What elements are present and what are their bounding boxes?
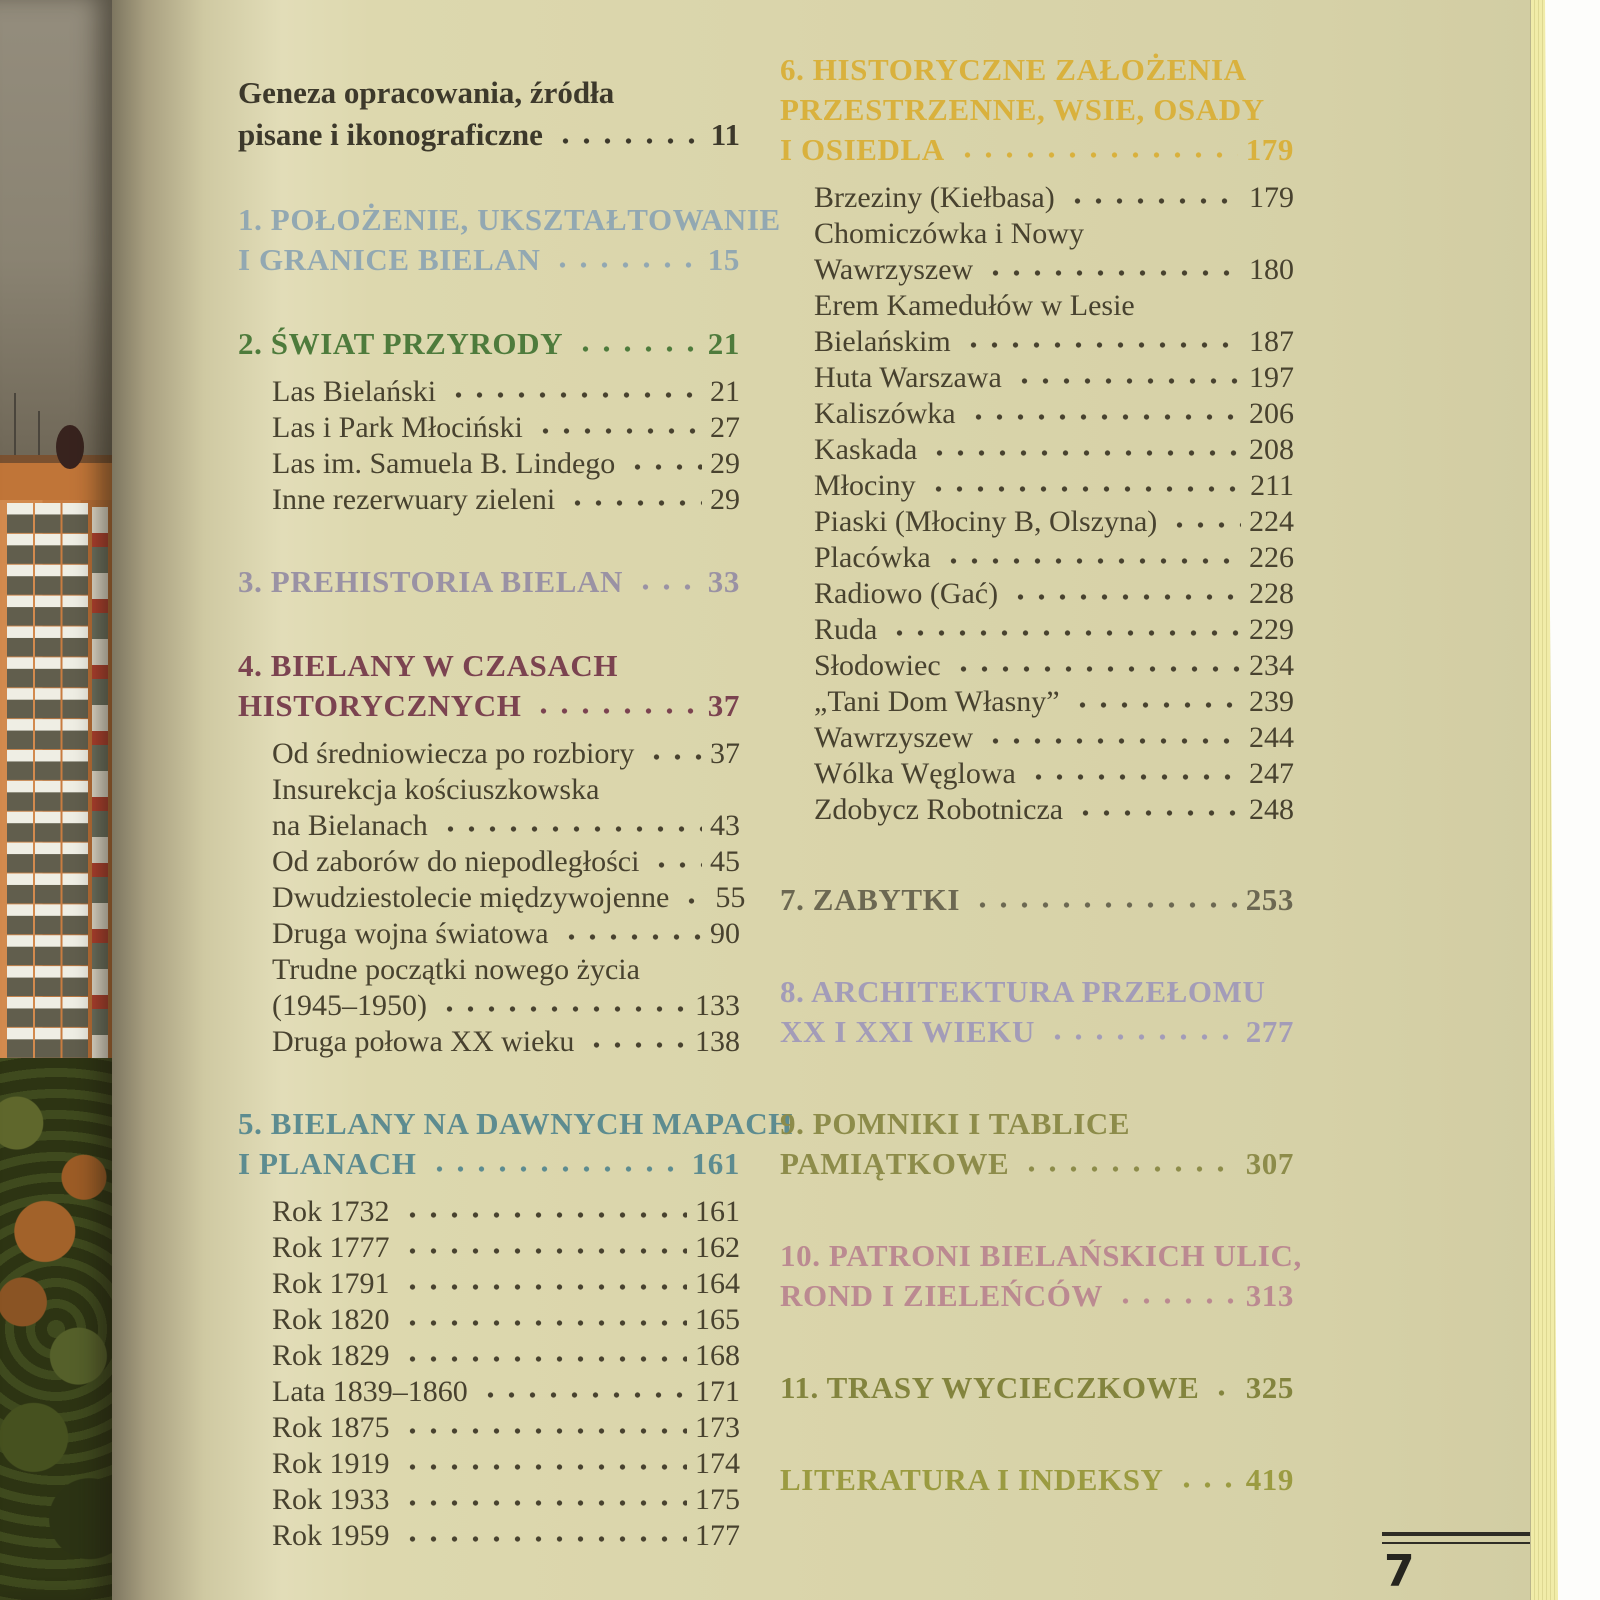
- toc-line: [780, 756, 1294, 792]
- antenna-icon: [38, 411, 40, 455]
- toc-line: [238, 844, 740, 880]
- toc-section-entry: [780, 1368, 1294, 1408]
- toc-line: [780, 1236, 1302, 1276]
- toc-line: [780, 880, 1294, 920]
- toc-subentry: [238, 1410, 740, 1446]
- toc-line: [238, 1518, 740, 1554]
- toc-line: [780, 540, 1294, 576]
- toc-entry-label: Las i Park Młociński: [272, 411, 523, 444]
- toc-entry-page: 208: [1249, 433, 1294, 466]
- dot-leader: [972, 880, 1238, 920]
- toc-entry-page: 161: [691, 1146, 740, 1181]
- toc-line: [780, 1104, 1294, 1144]
- toc-subentry: [238, 482, 740, 518]
- toc-entry-label: Druga połowa XX wieku: [272, 1025, 575, 1058]
- toc-line: [238, 1482, 740, 1518]
- dot-leader: [586, 1024, 687, 1060]
- toc-subentry: [238, 1230, 740, 1266]
- toc-entry-page: 325: [1245, 1370, 1294, 1405]
- toc-subentry: [780, 504, 1294, 540]
- toc-line: [780, 684, 1294, 720]
- dot-leader: [985, 252, 1241, 288]
- toc-entry-page: 165: [695, 1303, 740, 1336]
- toc-line: [780, 1460, 1294, 1500]
- toc-line: [780, 1368, 1294, 1408]
- toc-entry-page: 171: [695, 1375, 740, 1408]
- toc-line: [780, 972, 1294, 1012]
- toc-line: [238, 482, 740, 518]
- toc-entry-label: Wólka Węglowa: [814, 757, 1016, 790]
- toc-entry-page: 180: [1249, 253, 1294, 286]
- toc-subentry: [238, 1024, 740, 1060]
- toc-entry-page: 138: [695, 1025, 740, 1058]
- toc-entry-page: 211: [1250, 469, 1294, 502]
- toc-entry-page: 29: [710, 483, 740, 516]
- toc-entry-label: Erem Kamedułów w Lesie: [814, 289, 1135, 322]
- toc-entry-label: Radiowo (Gać): [814, 577, 999, 610]
- toc-line: [780, 612, 1294, 648]
- toc-line: [238, 562, 740, 602]
- toc-line: [238, 952, 740, 988]
- toc-entry-label: Młociny: [814, 469, 916, 502]
- dot-leader: [943, 540, 1241, 576]
- toc-entry-page: 277: [1245, 1014, 1294, 1049]
- toc-entry-label: I PLANACH: [238, 1146, 417, 1181]
- building-chimney: [56, 425, 84, 469]
- toc-line: [238, 324, 740, 364]
- dot-leader: [1075, 792, 1241, 828]
- dot-leader: [533, 686, 699, 726]
- dot-leader: [985, 720, 1241, 756]
- toc-entry-label: pisane i ikonograficzne: [238, 117, 543, 152]
- toc-entry-page: 43: [710, 809, 740, 842]
- toc-entry-label: 9. POMNIKI I TABLICE: [780, 1106, 1131, 1141]
- dot-leader: [627, 446, 702, 482]
- dot-leader: [1176, 1460, 1238, 1500]
- toc-subentry: [780, 792, 1294, 828]
- toc-line: [238, 808, 740, 844]
- toc-entry-label: Kaliszówka: [814, 397, 956, 430]
- toc-page: [112, 0, 1530, 1600]
- toc-entry-label: Wawrzyszew: [814, 253, 974, 286]
- toc-line: [238, 736, 740, 772]
- dot-leader: [402, 1410, 687, 1446]
- toc-entry-page: 419: [1245, 1462, 1294, 1497]
- toc-subentry: [780, 756, 1294, 792]
- toc-subentry: [238, 952, 740, 1024]
- page-footer-rule-thin: [1382, 1542, 1530, 1544]
- dot-leader: [535, 410, 702, 446]
- toc-subentry: [238, 916, 740, 952]
- toc-line: [238, 1230, 740, 1266]
- dot-leader: [953, 648, 1241, 684]
- toc-section-entry: [780, 1104, 1294, 1184]
- toc-entry-label: Lata 1839–1860: [272, 1375, 468, 1408]
- toc-entry-page: 244: [1249, 721, 1294, 754]
- toc-entry-page: 33: [707, 564, 740, 599]
- toc-section-entry: [238, 72, 740, 156]
- dot-leader: [968, 396, 1241, 432]
- toc-subentry: [238, 844, 740, 880]
- dot-leader: [555, 114, 703, 156]
- toc-entry-label: Trudne początki nowego życia: [272, 953, 640, 986]
- toc-entry-label: PAMIĄTKOWE: [780, 1146, 1010, 1181]
- toc-entry-page: 173: [695, 1411, 740, 1444]
- toc-entry-page: 177: [695, 1519, 740, 1552]
- toc-entry-label: 10. PATRONI BIELAŃSKICH ULIC,: [780, 1238, 1302, 1273]
- dot-leader: [1021, 1144, 1237, 1184]
- toc-entry-label: I GRANICE BIELAN: [238, 242, 541, 277]
- toc-entry-label: 3. PREHISTORIA BIELAN: [238, 564, 623, 599]
- toc-entry-label: Huta Warszawa: [814, 361, 1002, 394]
- toc-entry-label: Geneza opracowania, źródła: [238, 75, 615, 110]
- toc-entry-label: 2. ŚWIAT PRZYRODY: [238, 326, 564, 361]
- toc-entry-label: Dwudziestolecie międzywojenne: [272, 881, 670, 914]
- toc-line: [238, 410, 740, 446]
- dot-leader: [402, 1194, 687, 1230]
- facing-page-photo: [0, 0, 112, 1600]
- toc-entry-page: 175: [695, 1483, 740, 1516]
- sky-photo-region: [0, 0, 112, 470]
- dot-leader: [1211, 1368, 1237, 1408]
- toc-line: [238, 446, 740, 482]
- toc-entry-label: Inne rezerwuary zieleni: [272, 483, 556, 516]
- toc-section-entry: [238, 1104, 794, 1184]
- toc-line: [238, 72, 740, 114]
- dot-leader: [402, 1266, 687, 1302]
- dot-leader: [429, 1144, 684, 1184]
- toc-entry-page: 133: [695, 989, 740, 1022]
- toc-subentry: [780, 180, 1294, 216]
- toc-entry-page: 248: [1249, 793, 1294, 826]
- toc-subentry: [238, 736, 740, 772]
- toc-entry-label: Rok 1875: [272, 1411, 390, 1444]
- toc-entry-page: 90: [710, 917, 740, 950]
- toc-section-entry: [238, 324, 740, 364]
- toc-entry-page: 197: [1249, 361, 1294, 394]
- toc-line: [238, 1302, 740, 1338]
- toc-line: [780, 432, 1294, 468]
- toc-entry-page: 162: [695, 1231, 740, 1264]
- toc-subentry: [780, 576, 1294, 612]
- toc-line: [238, 1266, 740, 1302]
- toc-line: [780, 504, 1294, 540]
- toc-entry-label: Wawrzyszew: [814, 721, 974, 754]
- toc-line: [780, 216, 1294, 252]
- toc-subentry: [238, 1266, 740, 1302]
- toc-subentry: [780, 432, 1294, 468]
- dot-leader: [646, 736, 702, 772]
- toc-entry-label: na Bielanach: [272, 809, 428, 842]
- toc-entry-label: Insurekcja kościuszkowska: [272, 773, 600, 806]
- dot-leader: [1014, 360, 1241, 396]
- toc-entry-page: 45: [710, 845, 740, 878]
- toc-entry-page: 174: [695, 1447, 740, 1480]
- toc-line: [238, 114, 740, 156]
- toc-subentry: [238, 374, 740, 410]
- antenna-icon: [14, 393, 16, 455]
- page-footer-rule-thick: [1382, 1532, 1530, 1536]
- toc-entry-label: PRZESTRZENNE, WSIE, OSADY: [780, 92, 1265, 127]
- toc-subentry: [238, 1338, 740, 1374]
- toc-entry-page: 37: [710, 737, 740, 770]
- toc-entry-page: 229: [1249, 613, 1294, 646]
- dot-leader: [1169, 504, 1241, 540]
- toc-subentry: [238, 880, 746, 916]
- toc-line: [238, 916, 740, 952]
- dot-leader: [635, 562, 700, 602]
- toc-entry-page: 226: [1249, 541, 1294, 574]
- trees-photo-region: [0, 1058, 112, 1600]
- toc-entry-label: LITERATURA I INDEKSY: [780, 1462, 1164, 1497]
- toc-line: [780, 576, 1294, 612]
- toc-entry-label: Kaskada: [814, 433, 918, 466]
- dot-leader: [480, 1374, 687, 1410]
- toc-entry-label: Druga wojna światowa: [272, 917, 549, 950]
- toc-line: [780, 252, 1294, 288]
- toc-subentry: [780, 216, 1294, 288]
- toc-line: [780, 50, 1294, 90]
- toc-entry-page: 168: [695, 1339, 740, 1372]
- toc-line: [780, 288, 1294, 324]
- dot-leader: [1067, 180, 1241, 216]
- toc-line: [238, 772, 740, 808]
- toc-entry-page: 179: [1245, 132, 1294, 167]
- toc-line: [238, 686, 740, 726]
- toc-line: [780, 1012, 1294, 1052]
- dot-leader: [402, 1482, 687, 1518]
- dot-leader: [1028, 756, 1241, 792]
- dot-leader: [561, 916, 702, 952]
- toc-line: [238, 1410, 740, 1446]
- toc-section-entry: [238, 562, 740, 602]
- dot-leader: [567, 482, 702, 518]
- toc-entry-label: Od średniowiecza po rozbiory: [272, 737, 635, 770]
- dot-leader: [1115, 1276, 1238, 1316]
- toc-entry-page: 21: [710, 375, 740, 408]
- toc-section-entry: [780, 972, 1294, 1052]
- toc-entry-label: Słodowiec: [814, 649, 941, 682]
- toc-entry-label: Las im. Samuela B. Lindego: [272, 447, 616, 480]
- toc-entry-page: 27: [710, 411, 740, 444]
- toc-entry-label: Rok 1933: [272, 1483, 390, 1516]
- toc-entry-label: HISTORYCZNYCH: [238, 688, 522, 723]
- toc-section-entry: [780, 880, 1294, 920]
- toc-entry-page: 179: [1249, 181, 1294, 214]
- dot-leader: [439, 988, 687, 1024]
- toc-entry-page: 55: [715, 881, 746, 914]
- toc-line: [780, 130, 1294, 170]
- toc-line: [780, 324, 1294, 360]
- toc-line: [780, 360, 1294, 396]
- dot-leader: [929, 432, 1241, 468]
- toc-line: [780, 90, 1294, 130]
- toc-entry-label: 4. BIELANY W CZASACH: [238, 648, 619, 683]
- dot-leader: [402, 1302, 687, 1338]
- toc-section-entry: [780, 1460, 1294, 1500]
- toc-entry-label: XX I XXI WIEKU: [780, 1014, 1036, 1049]
- toc-entry-page: 313: [1245, 1278, 1294, 1313]
- building-windows: [7, 503, 88, 1089]
- toc-line: [238, 1024, 740, 1060]
- toc-subentry: [238, 1374, 740, 1410]
- toc-line: [780, 396, 1294, 432]
- toc-subentry: [780, 396, 1294, 432]
- toc-line: [780, 180, 1294, 216]
- dot-leader: [1047, 1012, 1238, 1052]
- toc-entry-label: Rok 1919: [272, 1447, 390, 1480]
- toc-entry-label: (1945–1950): [272, 989, 427, 1022]
- dot-leader: [402, 1518, 687, 1554]
- toc-subentry: [238, 1302, 740, 1338]
- toc-line: [238, 1446, 740, 1482]
- toc-entry-label: 6. HISTORYCZNE ZAŁOŻENIA: [780, 52, 1247, 87]
- dot-leader: [552, 240, 699, 280]
- toc-subentry: [780, 288, 1294, 360]
- toc-line: [780, 1276, 1294, 1316]
- building-roof: [0, 455, 112, 500]
- toc-entry-label: Bielańskim: [814, 325, 951, 358]
- toc-entry-label: 11. TRASY WYCIECZKOWE: [780, 1370, 1200, 1405]
- toc-section-entry: [238, 646, 740, 726]
- toc-line: [780, 648, 1294, 684]
- dot-leader: [651, 844, 702, 880]
- building-balconies: [92, 507, 108, 1095]
- toc-entry-label: 7. ZABYTKI: [780, 882, 960, 917]
- toc-entry-page: 224: [1249, 505, 1294, 538]
- dot-leader: [963, 324, 1241, 360]
- toc-entry-page: 187: [1249, 325, 1294, 358]
- toc-entry-page: 234: [1249, 649, 1294, 682]
- toc-entry-page: 37: [707, 688, 740, 723]
- dot-leader: [1072, 684, 1241, 720]
- toc-subentry: [780, 360, 1294, 396]
- toc-entry-label: Piaski (Młociny B, Olszyna): [814, 505, 1158, 538]
- toc-entry-page: 11: [710, 117, 740, 152]
- toc-entry-page: 247: [1249, 757, 1294, 790]
- toc-section-entry: [238, 200, 781, 280]
- toc-subentry: [238, 1194, 740, 1230]
- dot-leader: [681, 880, 707, 916]
- toc-line: [238, 1338, 740, 1374]
- toc-section-entry: [780, 50, 1294, 170]
- toc-line: [238, 374, 740, 410]
- toc-entry-label: Rok 1829: [272, 1339, 390, 1372]
- toc-entry-page: 15: [707, 242, 740, 277]
- toc-subentry: [780, 720, 1294, 756]
- toc-entry-label: ROND I ZIELEŃCÓW: [780, 1278, 1104, 1313]
- toc-subentry: [780, 612, 1294, 648]
- toc-subentry: [238, 446, 740, 482]
- dot-leader: [889, 612, 1241, 648]
- dot-leader: [402, 1446, 687, 1482]
- toc-entry-label: 1. POŁOŻENIE, UKSZTAŁTOWANIE: [238, 202, 781, 237]
- toc-entry-label: Rok 1959: [272, 1519, 390, 1552]
- toc-column-left: [238, 0, 794, 1554]
- toc-subentry: [780, 468, 1294, 504]
- toc-line: [238, 200, 781, 240]
- toc-entry-label: Chomiczówka i Nowy: [814, 217, 1084, 250]
- toc-entry-page: 307: [1245, 1146, 1294, 1181]
- toc-entry-label: Rok 1777: [272, 1231, 390, 1264]
- toc-entry-label: I OSIEDLA: [780, 132, 945, 167]
- toc-entry-label: 8. ARCHITEKTURA PRZEŁOMU: [780, 974, 1266, 1009]
- toc-entry-page: 161: [695, 1195, 740, 1228]
- toc-entry-page: 29: [710, 447, 740, 480]
- toc-entry-page: 239: [1249, 685, 1294, 718]
- toc-line: [238, 988, 740, 1024]
- toc-line: [238, 240, 740, 280]
- toc-subentry: [238, 1446, 740, 1482]
- toc-subentry: [238, 1518, 740, 1554]
- toc-entry-page: 164: [695, 1267, 740, 1300]
- page-edge-stack: [1530, 0, 1559, 1600]
- toc-entry-page: 206: [1249, 397, 1294, 430]
- toc-entry-label: Rok 1791: [272, 1267, 390, 1300]
- toc-entry-label: Brzeziny (Kiełbasa): [814, 181, 1055, 214]
- toc-entry-label: Las Bielański: [272, 375, 437, 408]
- dot-leader: [440, 808, 702, 844]
- toc-line: [780, 720, 1294, 756]
- dot-leader: [957, 130, 1238, 170]
- toc-section-entry: [780, 1236, 1302, 1316]
- page-number: 7: [1384, 1546, 1415, 1597]
- toc-entry-label: Zdobycz Robotnicza: [814, 793, 1064, 826]
- toc-entry-label: Placówka: [814, 541, 931, 574]
- page-footer: [1382, 1532, 1530, 1595]
- toc-line: [238, 1104, 794, 1144]
- dot-leader: [1010, 576, 1241, 612]
- toc-line: [238, 1194, 740, 1230]
- dot-leader: [402, 1230, 687, 1266]
- toc-line: [238, 646, 740, 686]
- apartment-building-photo-region: [0, 455, 112, 1095]
- toc-column-right: [780, 0, 1302, 1500]
- toc-entry-label: „Tani Dom Własny”: [814, 685, 1060, 718]
- toc-line: [780, 1144, 1294, 1184]
- toc-subentry: [780, 540, 1294, 576]
- toc-entry-label: Rok 1732: [272, 1195, 390, 1228]
- toc-line: [238, 1374, 740, 1410]
- toc-line: [780, 792, 1294, 828]
- toc-line: [780, 468, 1294, 504]
- toc-entry-page: 228: [1249, 577, 1294, 610]
- toc-line: [238, 1144, 740, 1184]
- toc-entry-label: Rok 1820: [272, 1303, 390, 1336]
- toc-entry-label: Od zaborów do niepodległości: [272, 845, 640, 878]
- toc-subentry: [238, 410, 740, 446]
- toc-entry-page: 253: [1245, 882, 1294, 917]
- dot-leader: [448, 374, 702, 410]
- toc-subentry: [780, 648, 1294, 684]
- toc-subentry: [238, 1482, 740, 1518]
- toc-entry-label: 5. BIELANY NA DAWNYCH MAPACH: [238, 1106, 794, 1141]
- toc-line: [238, 880, 746, 916]
- toc-entry-page: 21: [707, 326, 740, 361]
- toc-entry-label: Ruda: [814, 613, 878, 646]
- dot-leader: [928, 468, 1242, 504]
- toc-subentry: [780, 684, 1294, 720]
- dot-leader: [575, 324, 700, 364]
- dot-leader: [402, 1338, 687, 1374]
- toc-subentry: [238, 772, 740, 844]
